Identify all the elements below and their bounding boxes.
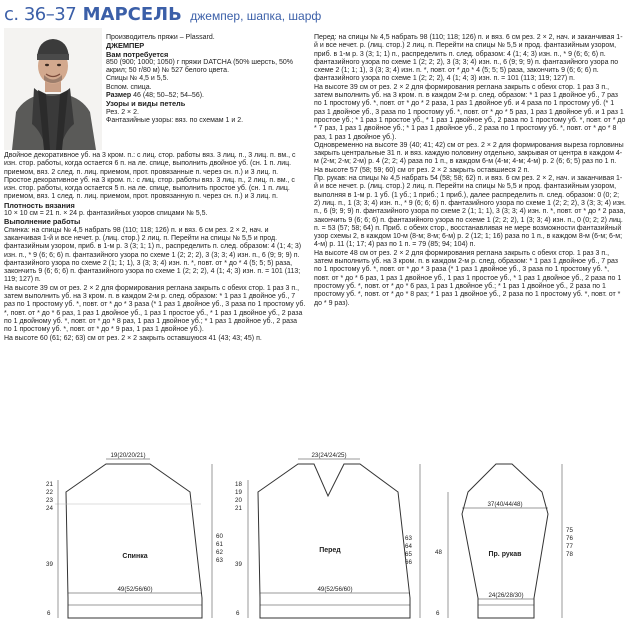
col_a-paragraph: Производитель пряжи – Plassard.: [106, 34, 215, 41]
col_b-paragraph: Выполнение работы: [4, 217, 81, 227]
back-armhole-size-1: 21: [46, 481, 53, 488]
pattern-title: МАРСЕЛЬ: [82, 4, 182, 25]
back-armhole-size-3: 23: [46, 497, 53, 504]
col_b-paragraph: Спинка: на спицы № 4,5 набрать 98 (110; 118; 126) п. и вяз. 6 см рез. 2 × 2, нач. и заканчивая 1-й и все нечет. р. (лиц. стор.) 2 лиц. п. Перейти на спицы № 5,5 и прод. фантазийным узором, приб. в 1-м р. 3 (3; 1; 1) п., распределить п. след. образом: 4 (1; 4; 3) изн. п., * 9 (6; 6; 6) п. фантазийного узора по схеме 1 (2; 2; 2), 3 (3; 3; 4) изн. п., 6 (9; 9; 9) п. фантазийного узора по схеме 2 (1; 1; 1), 3 (3; 3; 4) изн. п. *, повт. от * до * 4 (5; 5; 5) раза, закончить 9 (6; 6; 6) п. фантазийного узора по схеме 1 (2; 2; 2), 4 (1; 4; 3) изн. п. = 101 (113; 119; 127) п.: [4, 226, 302, 284]
yarn-and-materials: [106, 34, 306, 125]
back-length-size-4: 63: [216, 557, 223, 564]
col_a-paragraph: Вам потребуется: [106, 49, 169, 59]
col_b-paragraph: Двойное декоративное уб. на 3 кром. п.: с лиц. стор. работы вяз. 3 лиц. п., 3 лиц. п. вм., с изн. стор. работы, когда остается 6 п. на ле. спице, выполнить двойное уб. (сн. 1 п. лиц. приемом, вяз. 2 след. п. лиц. приемом, прот. провязанные п. через сн. п.) и 3 лиц. п.: [4, 152, 296, 176]
back-schematic: [46, 452, 223, 618]
col_a-paragraph: Спицы № 4,5 и 5,5.: [106, 75, 169, 83]
col_b-paragraph: Плотность вязания: [4, 200, 75, 210]
sleeve-schematic: [435, 464, 573, 618]
front-length-size-1: 63: [405, 535, 412, 542]
front-length-size-2: 64: [405, 543, 412, 550]
col_a-text: 46 (48; 50–52; 54–56).: [131, 92, 204, 100]
back-label: Спинка: [122, 553, 148, 560]
model-photo: [4, 28, 102, 150]
instructions-right: [314, 34, 626, 308]
back-bottom-width: 49(52/56/60): [117, 586, 153, 593]
col_b-paragraph: Простое декоративное уб. на 3 кром. п.: с лиц. стор. работы вяз. 3 лиц. п., 2 лиц. п. вм., с изн. стор. работы, когда остается 5 п. на ле. спице, выполнить простое уб. (сн. 1 п. лиц. приемом, вяз. 1 след. п. лиц. приемом, прот. провязанную п. через сн. п.) и 3 лиц. п.: [4, 176, 295, 201]
col_b-paragraph: На высоте 39 см от рез. 2 × 2 для формирования реглана закрыть с обеих стор. 1 раз 3 п., затем выполнить уб. на 3 кром. п. в каждом 2-м р. след. образом: * 1 раз 1 двойное уб., 7 раз по 1 простому уб. *, повт. от * до * 3 раза (* 1 раз 1 двойное уб., 3 раза по 1 простому уб. *, повт. от * до * 6 раз, 1 раз 1 двойное уб., 1 раз 1 простое уб., * 1 раз 1 двойное уб., 2 раза по 1 двойному уб. *, повт. от * до * 8 раз, 1 раз 1 двойное уб.; * 1 раз 1 двойное уб., 2 раза по 1 простому уб. *, повт. от * до * 9 раз, 1 раз 1 двойное уб.).: [4, 284, 306, 334]
pattern-subtitle: джемпер, шапка, шарф: [190, 9, 322, 23]
front-top-width: 23(24/24/25): [311, 452, 347, 459]
front-bottom-width: 49(52/56/60): [317, 586, 353, 593]
sleeve-mid-width: 37(40/44/48): [487, 501, 523, 508]
col_c-paragraph: Перед: на спицы № 4,5 набрать 98 (110; 118; 126) п. и вяз. 6 см рез. 2 × 2, нач. и заканчивая 1-й и все нечет. р. (лиц. стор.) 2 лиц. п. Перейти на спицы № 5,5 и прод. фантазийным узором, приб. в 1-м р. 3 (3; 1; 1) п., распределить п. след. образом: 4 (1; 4; 3) изн. п., * 9 (6; 6; 6) п. фантазийного узора по схеме 1 (2; 2; 2), 3 (3; 3; 4) изн. п., 6 (9; 9; 9) п. фантазийного узора по схеме 2 (1; 1; 1), 3 (3; 3; 4) изн. п. *, повт. от * до * 4 (5; 5; 5) раза, закончить 9 (6; 6; 6) п. фантазийного узора по схеме 1 (2; 2; 2), 4 (1; 4; 3) изн. п. = 101 (113; 119; 127) п.: [314, 34, 623, 83]
col_a-paragraph: Вспом. спица.: [106, 83, 152, 91]
back-rib-height: 6: [47, 610, 51, 617]
col_a-paragraph: Фантазийные узоры: вяз. по схемам 1 и 2.: [106, 116, 244, 124]
col_a-paragraph: ДЖЕМПЕР: [106, 41, 145, 51]
col_b-paragraph: 10 × 10 см = 21 п. × 24 р. фантазийных узоров спицами № 5,5.: [4, 210, 208, 218]
front-length-size-4: 66: [405, 559, 412, 566]
sleeve-label: Пр. рукав: [488, 551, 522, 558]
front-label: Перед: [319, 547, 341, 554]
sleeve-rib-height: 6: [436, 610, 440, 617]
col_a-paragraph: Рез. 2 × 2.: [106, 108, 139, 116]
page-numbers: с. 36–37: [4, 4, 77, 25]
sleeve-length-size-3: 77: [566, 543, 573, 550]
col_a-paragraph: Узоры и виды петель: [106, 99, 186, 109]
page-header: [4, 4, 322, 26]
front-neck-size-1: 18: [235, 481, 242, 488]
front-neck-size-2: 19: [235, 489, 242, 496]
col_c-paragraph: Одновременно на высоте 39 (40; 41; 42) см от рез. 2 × 2 для формирования выреза горловины закрыть центральные 31 п. и вяз. каждую половину отдельно, закрывая от центра в каждом 4-м (2-м; 2-м; 2-м) р. 4 (2; 2; 4) раза по 1 п., в каждом 6-м (4-м; 4-м; 4-м) р. 2 (6; 6; 5) раз по 1 п. На высоте 57 (58; 59; 60) см от рез. 2 × 2 закрыть оставшиеся 2 п.: [314, 141, 624, 174]
front-rib-height: 6: [236, 610, 240, 617]
col_a-lead: Размер: [106, 92, 132, 100]
col_c-paragraph: На высоте 39 см от рез. 2 × 2 для формирования реглана закрыть с обеих стор. 1 раз 3 п., затем выполнить уб. на 3 кром. п. в каждом 2-м р. след. образом: * 1 раз 1 двойное уб., 7 раз по 1 простому уб. *, повт. от * до * 2 раза, 1 раз 1 двойное уб. и 4 раза по 1 простому уб. (* 1 раз 1 двойное уб., 3 раза по 1 простому уб. *, повт. от * до * 5 раз, 1 раз 1 двойное уб. и 1 раз 1 простое уб.; * 1 раз 1 простое уб., * 1 раз 1 двойное уб., 2 раза по 1 простому уб. *, повт. от * до * 7 раз, 1 раз 1 двойное уб.; * 1 раз 1 двойное уб., 2 раза по 1 простому уб. *, повт. от * до * 8 раз, 1 раз 1 двойное уб.).: [314, 83, 626, 141]
front-neck-size-3: 20: [235, 497, 242, 504]
schematic-svg: [0, 448, 628, 634]
front-neck-size-4: 21: [235, 505, 242, 512]
sleeve-bottom-width: 24(26/28/30): [488, 592, 524, 599]
schematic-diagrams: [0, 448, 628, 634]
back-armhole-size-4: 24: [46, 505, 53, 512]
front-body-height: 39: [235, 561, 242, 568]
back-length-size-3: 62: [216, 549, 223, 556]
sleeve-length-size-4: 78: [566, 551, 573, 558]
back-length-size-2: 61: [216, 541, 223, 548]
back-length-size-1: 60: [216, 533, 223, 540]
back-armhole-size-2: 22: [46, 489, 53, 496]
front-schematic: [235, 452, 420, 618]
front-length-size-3: 65: [405, 551, 412, 558]
back-body-height: 39: [46, 561, 53, 568]
back-top-width: 19(20/20/21): [110, 452, 146, 459]
instructions-left: [4, 152, 306, 343]
col_c-paragraph: На высоте 48 см от рез. 2 × 2 для формирования реглана закрыть с обеих стор. 1 раз 3 п., затем выполнить уб. на 3 кром. п. в каждом 2-м р. след. образом: * 1 раз 1 двойное уб., 7 раз по 1 простому уб. *, повт. от * до * 3 раза (* 1 раз 1 двойное уб., 3 раза по 1 простому уб. *, повт. от * до * 6 раз, 1 раз 1 двойное уб., 1 раз 1 простое уб., * 1 раз 1 двойное уб., 2 раза по 1 простому уб. *, повт. от * до * 6 раз, 1 раз 1 двойное уб.; * 1 раз 1 двойное уб., 2 раза по 1 простому уб. *, повт. от * до * 8 раз; * 1 раз 1 двойное уб., 2 раза по 1 простому уб. *, повт. от * до * 9 раз).: [314, 249, 622, 307]
sleeve-body-height: 48: [435, 549, 442, 556]
col_b-paragraph: На высоте 60 (61; 62; 63) см от рез. 2 × 2 закрыть оставшуюся 41 (43; 43; 45) п.: [4, 334, 262, 342]
model-photo-illustration: [4, 28, 102, 150]
col_a-paragraph: 850 (900; 1000; 1050) г пряжи DATCHA (50% шерсть, 50% акрил; 50 г/80 м) № 527 белого цвета.: [106, 58, 294, 75]
sleeve-length-size-1: 75: [566, 527, 573, 534]
sleeve-length-size-2: 76: [566, 535, 573, 542]
col_c-paragraph: Пр. рукав: на спицы № 4,5 набрать 54 (58; 58; 62) п. и вяз. 6 см рез. 2 × 2, нач. и заканчивая 1-й и все нечет. р. (лиц. стор.) 2 лиц. п. Перейти на спицы № 5,5 и прод. фантазийным узором, выполняя в 1-м р. 1 уб. (1 уб.; 1 приб.; 1 приб.), далее распределить п. след. образом: 0 (0; 2; 2) лиц. п., 1 (3; 3; 4) изн. п., * 9 (6; 6; 6) п. фантазийного узора по схеме 1 (2; 2; 2), 3 (3; 3; 4) изн. п., 6 (9; 9; 9) п. фантазийного узора по схеме 2 (1; 1; 1), 3 (3; 3; 4) изн. п. *, повт. от * до * 2 раза, закончить 9 (6; 6; 6) п. фантазийного узора по схеме 1 (2; 2; 2), 1 (3; 3; 4) изн. п., 0 (0; 2; 2) лиц. п. = 53 (57; 58; 64) п. Приб. с обеих стор., восстанавливая не мере возможности фантазийный узор схемы 2, в каждом 10-м (8-м; 8-м; 6-м) р. 2 (12; 1; 16) раза по 1 п., в каждом 8-м (6-м; 6-м; 4-м) р. 11 (1; 17; 4) раз по 1 п. = 79 (85; 94; 104) п.: [314, 175, 626, 249]
